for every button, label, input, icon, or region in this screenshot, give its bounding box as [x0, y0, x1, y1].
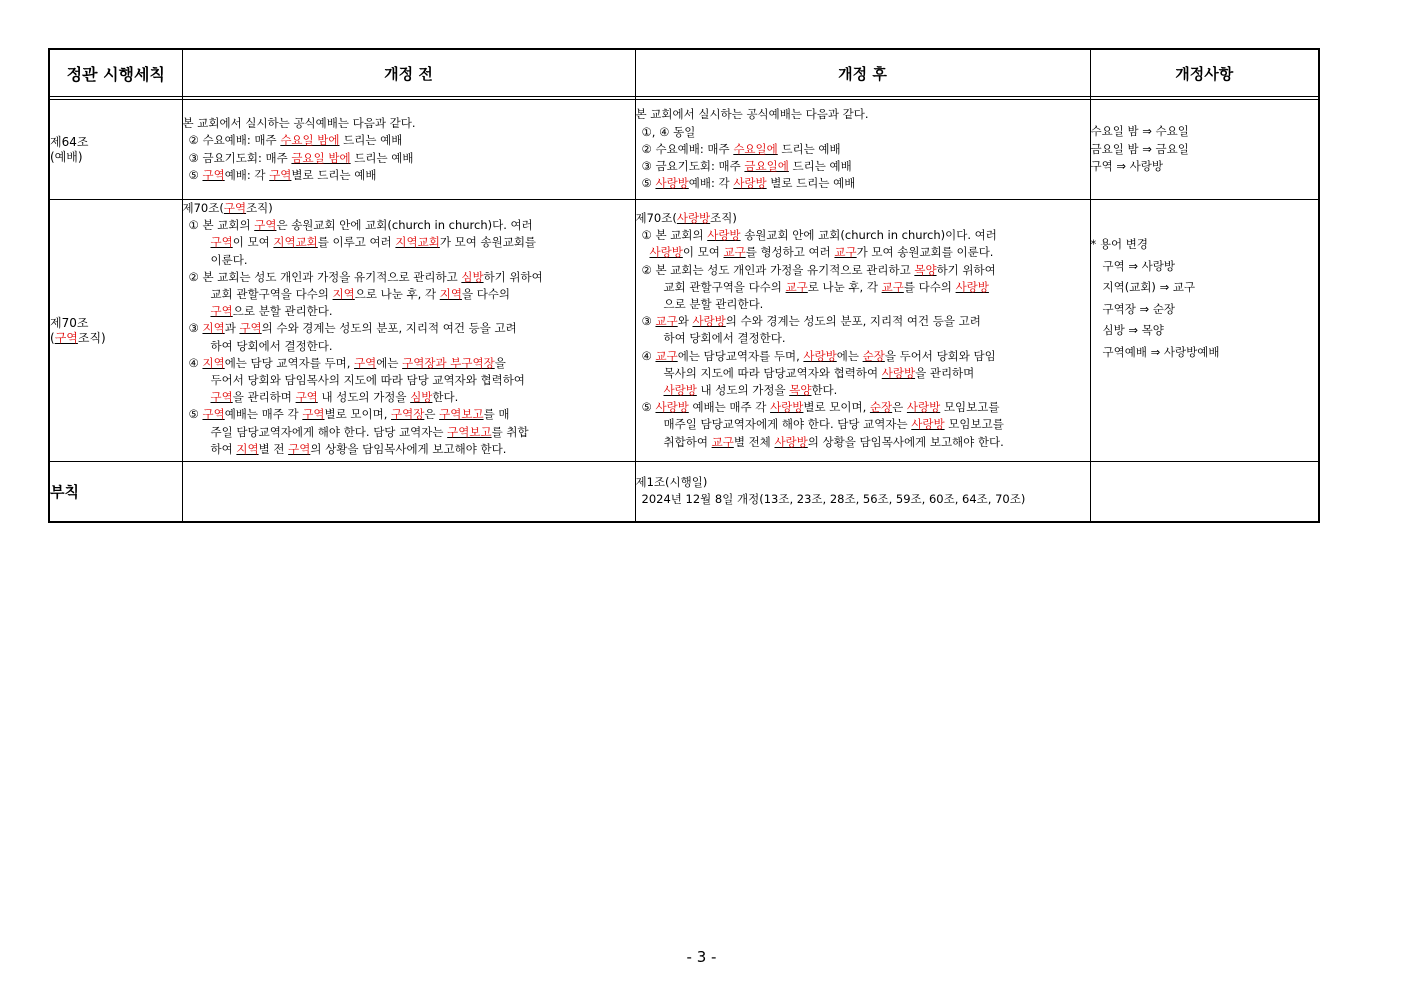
article-64-before: 본 교회에서 실시하는 공식예배는 다음과 같다. ② 수요예배: 매주 수요일 밤에 드리는 예배 ③ 금요기도회: 매주 금요일 밤에 드리는 예배 ⑤ 구역예배: 각 구역별로 드리는 예배	[182, 100, 635, 200]
appendix-label: 부칙	[49, 462, 182, 522]
row-article-64	[49, 100, 1319, 200]
page-number: - 3 -	[686, 948, 717, 966]
article-70-changes: * 용어 변경 구역 ⇒ 사랑방 지역(교회) ⇒ 교구 구역장 ⇒ 순장 심방 ⇒ 목양 구역예배 ⇒ 사랑방예배	[1090, 200, 1319, 462]
article-64-after: 본 교회에서 실시하는 공식예배는 다음과 같다. ①, ④ 동일 ② 수요예배: 매주 수요일에 드리는 예배 ③ 금요기도회: 매주 금요일에 드리는 예배 ⑤ 사랑방예배: 각 사랑방 별로 드리는 예배	[635, 100, 1090, 200]
appendix-changes	[1090, 462, 1319, 522]
article-70-after: 제70조(사랑방조직) ① 본 교회의 사랑방 송원교회 안에 교회(church in church)이다. 여러 사랑방이 모여 교구를 형성하고 여러 교구가 모여 송원교회를 이룬다. ② 본 교회는 성도 개인과 가정을 유기적으로 관리하고 목양하기 위하여 교회 관할구역을 다수의 교구로 나눈 후, 각 교구를 다수의 사랑방 으로 분할 관리한다. ③ 교구와 사랑방의 수와 경계는 성도의 분포, 지리적 여건 등을 고려 하여 당회에서 결정한다. ④ 교구에는 담당교역자를 두며, 사랑방에는 순장을 두어서 당회와 담임 목사의 지도에 따라 담당교역자와 협력하여 사랑방을 관리하며 사랑방 내 성도의 가정을 목양한다. ⑤ 사랑방 예배는 매주 각 사랑방별로 모이며, 순장은 사랑방 모임보고를 매주일 담당교역자에게 해야 한다. 담당 교역자는 사랑방 모임보고를 취합하여 교구별 전체 사랑방의 상황을 담임목사에게 보고해야 한다.	[635, 200, 1090, 462]
header-before: 개정 전	[182, 49, 635, 97]
article-64-label: 제64조 (예배)	[49, 100, 182, 200]
row-appendix	[49, 462, 1319, 522]
article-70-before: 제70조(구역조직) ① 본 교회의 구역은 송원교회 안에 교회(church in church)다. 여러 구역이 모여 지역교회를 이루고 여러 지역교회가 모여 송원교회를 이룬다. ② 본 교회는 성도 개인과 가정을 유기적으로 관리하고 심방하기 위하여 교회 관할구역을 다수의 지역으로 나눈 후, 각 지역을 다수의 구역으로 분할 관리한다. ③ 지역과 구역의 수와 경계는 성도의 분포, 지리적 여건 등을 고려 하여 당회에서 결정한다. ④ 지역에는 담당 교역자를 두며, 구역에는 구역장과 부구역장을 두어서 당회와 담임목사의 지도에 따라 담당 교역자와 협력하여 구역을 관리하며 구역 내 성도의 가정을 심방한다. ⑤ 구역예배는 매주 각 구역별로 모이며, 구역장은 구역보고를 매 주일 담당교역자에게 해야 한다. 담당 교역자는 구역보고를 취합 하여 지역별 전 구역의 상황을 담임목사에게 보고해야 한다.	[182, 200, 635, 462]
article-70-label: 제70조 (구역조직)	[49, 200, 182, 462]
header-changes: 개정사항	[1090, 49, 1319, 97]
article-64-changes: 수요일 밤 ⇒ 수요일 금요일 밤 ⇒ 금요일 구역 ⇒ 사랑방	[1090, 100, 1319, 200]
header-row	[49, 49, 1319, 97]
header-after: 개정 후	[635, 49, 1090, 97]
appendix-before	[182, 462, 635, 522]
row-article-70	[49, 200, 1319, 462]
header-bylaw: 정관 시행세칙	[49, 49, 182, 97]
bylaw-revision-table	[48, 48, 1320, 523]
appendix-after: 제1조(시행일) 2024년 12월 8일 개정(13조, 23조, 28조, 56조, 59조, 60조, 64조, 70조)	[635, 462, 1090, 522]
